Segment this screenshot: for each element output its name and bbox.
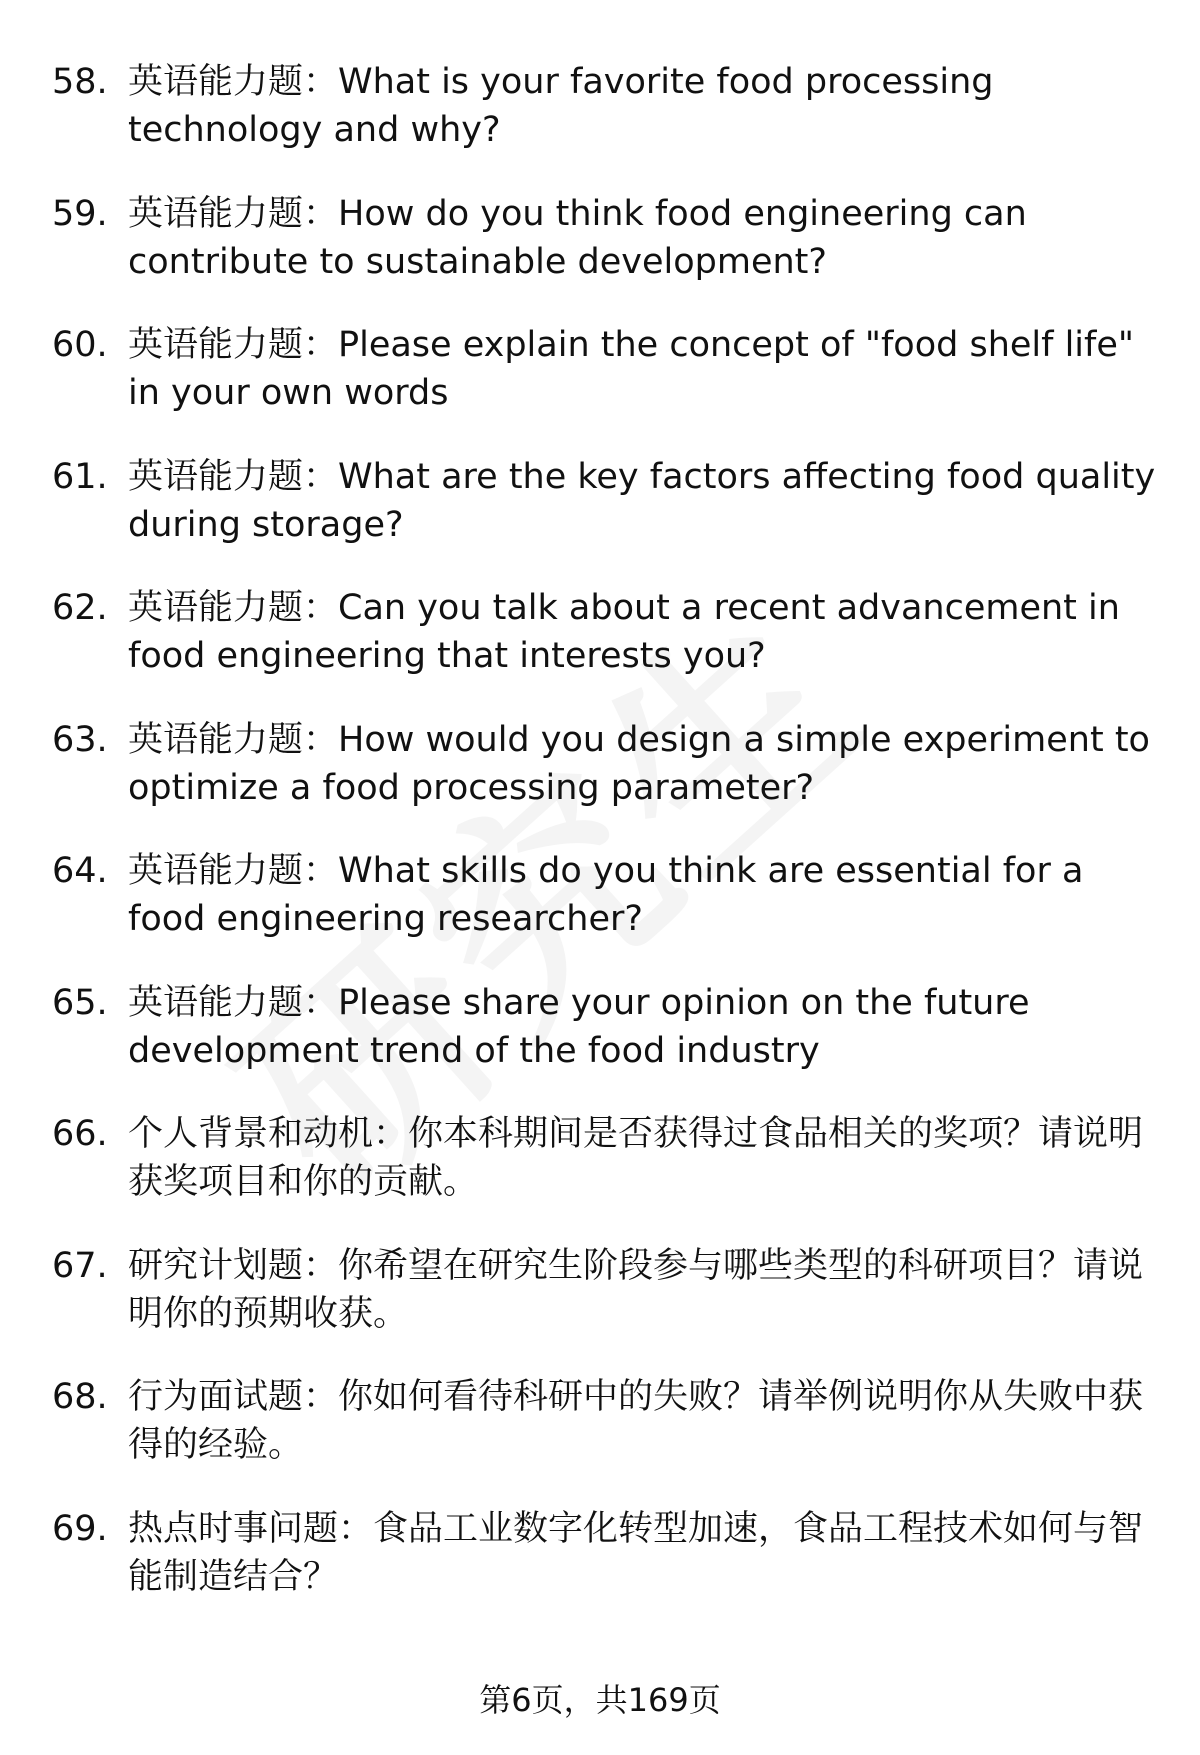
question-text: 研究计划题：你希望在研究生阶段参与哪些类型的科研项目？请说明你的预期收获。 [128, 1245, 1144, 1334]
list-item [52, 321, 1162, 453]
question-text: 英语能力题：Please explain the concept of "food shelf life" in your own words [128, 325, 1134, 413]
page-number: 第6页，共169页 [479, 1681, 721, 1719]
question-text: 英语能力题：What skills do you think are essential for a food engineering researcher? [128, 851, 1084, 939]
list-item [52, 453, 1162, 585]
question-list [52, 58, 1162, 1636]
question-text: 英语能力题：How would you design a simple experiment to optimize a food processing parameter? [128, 719, 1150, 808]
question-text: 英语能力题：Can you talk about a recent advancement in food engineering that interests you? [128, 588, 1120, 676]
list-item [52, 1505, 1162, 1637]
question-number: 61. [52, 456, 108, 497]
question-text: 个人背景和动机：你本科期间是否获得过食品相关的奖项？请说明获奖项目和你的贡献。 [128, 1114, 1144, 1202]
question-text: 英语能力题：Please share your opinion on the future development trend of the food industry [128, 982, 1030, 1071]
question-number: 68. [52, 1377, 108, 1417]
list-item [52, 1110, 1162, 1242]
question-number: 65. [52, 982, 108, 1023]
question-number: 66. [52, 1114, 108, 1154]
list-item [52, 584, 1162, 716]
question-text: 英语能力题：How do you think food engineering can contribute to sustainable development? [128, 193, 1027, 282]
question-number: 69. [52, 1508, 108, 1549]
question-number: 64. [52, 851, 108, 891]
list-item [52, 979, 1162, 1111]
question-text: 热点时事问题：食品工业数字化转型加速，食品工程技术如何与智能制造结合？ [128, 1508, 1144, 1597]
question-text: 行为面试题：你如何看待科研中的失败？请举例说明你从失败中获得的经验。 [128, 1377, 1144, 1465]
list-item [52, 847, 1162, 979]
question-number: 58. [52, 62, 108, 102]
list-item [52, 1373, 1162, 1505]
question-number: 62. [52, 588, 108, 628]
question-number: 67. [52, 1245, 108, 1286]
question-text: 英语能力题：What are the key factors affecting food quality during storage? [128, 456, 1156, 545]
list-item [52, 58, 1162, 190]
question-text: 英语能力题：What is your favorite food processing technology and why? [128, 62, 994, 150]
list-item [52, 716, 1162, 848]
question-number: 63. [52, 719, 108, 760]
list-item [52, 190, 1162, 322]
question-number: 60. [52, 325, 108, 365]
list-item [52, 1242, 1162, 1374]
question-number: 59. [52, 193, 108, 234]
